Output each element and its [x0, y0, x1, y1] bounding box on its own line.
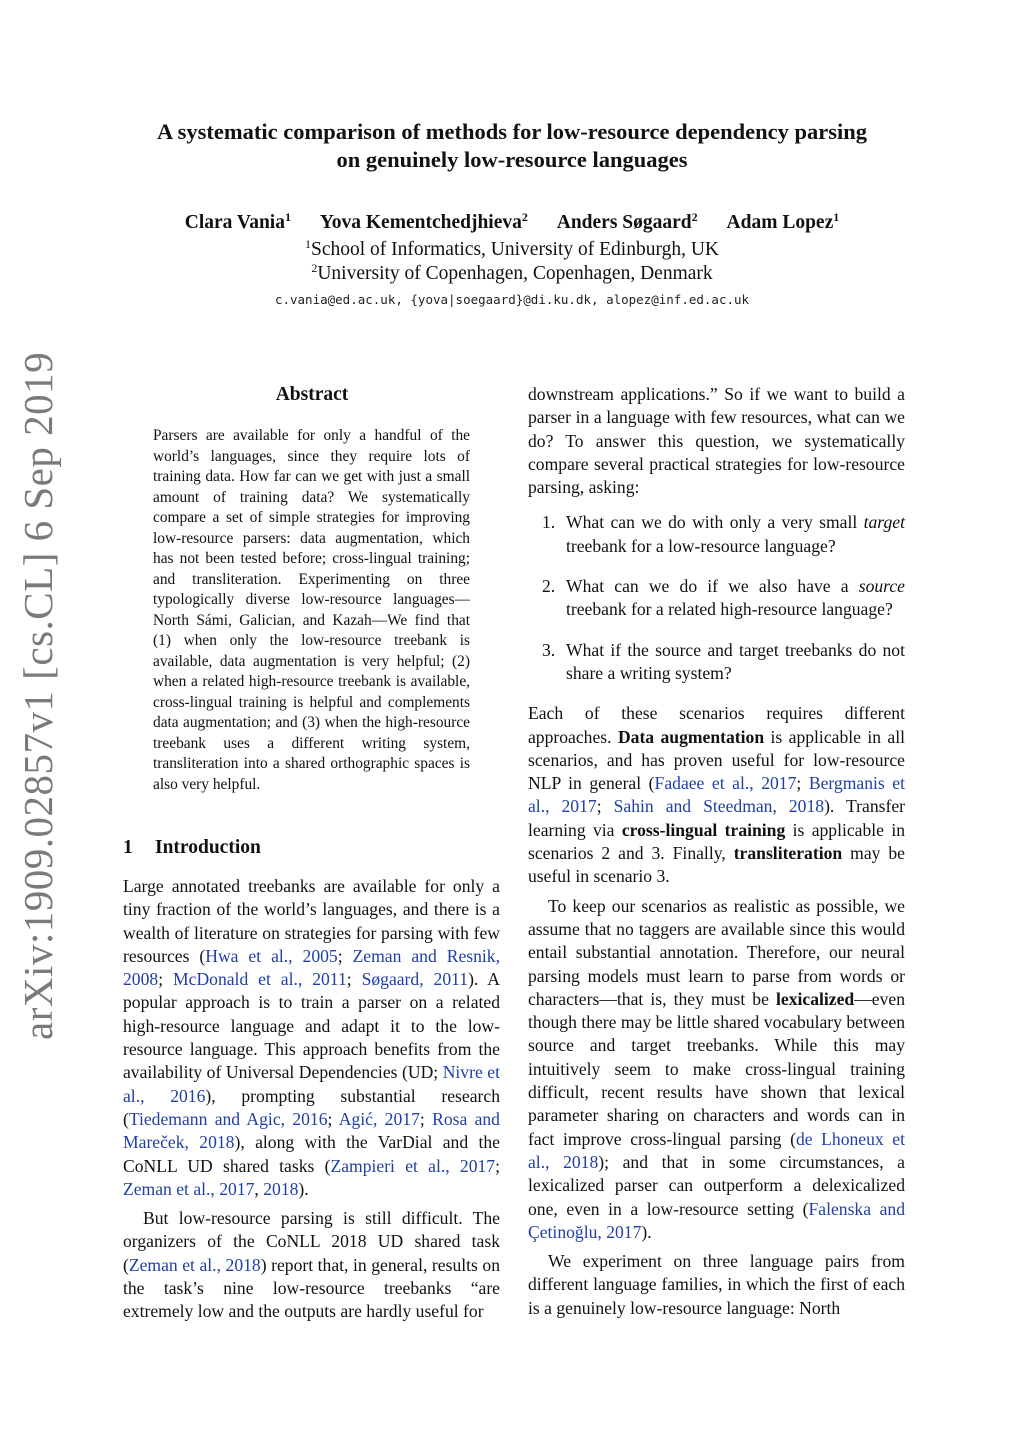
author-list	[0, 212, 1024, 234]
citation-link[interactable]: McDonald et al., 2011	[173, 969, 347, 990]
author: Yova Kementchedjhieva$^2$	[319, 210, 528, 233]
citation-link[interactable]: Sahin and Steedman, 2018	[613, 796, 825, 817]
abstract-heading: Abstract	[275, 384, 349, 405]
citation-link[interactable]: de Lhoneux et al., 2018	[528, 1128, 906, 1172]
list-item: 2. What can we do if we also have a source treebank for a related high-resource language?	[542, 576, 905, 620]
paragraph: Each of these scenarios requires different approaches. Data augmentation is applicable in all scenarios, and has proven useful for low-resource NLP in general (Fadaee et al., 2017; Bergmanis et al., 2017; Sahin and Steedman, 2018). Transfer learning via cross-lingual training is applicable in scenarios 2 and 3. Finally, transliteration may be useful in scenario 3.	[528, 703, 906, 887]
citation-link[interactable]: Falenska and Çetinoğlu, 2017	[528, 1198, 905, 1242]
citation-link[interactable]: Bergmanis et al., 2017	[528, 773, 905, 817]
author: Anders Søgaard$^2$	[556, 210, 698, 233]
paragraph: Large annotated treebanks are available for only a tiny fraction of the world’s languages, and there is a wealth of literature on strategies for parsing with few resources (Hwa et al., 2005; Zeman and Resnik, 2008; McDonald et al., 2011; Søgaard, 2011). A popular approach is to train a parser on a related high-resource language and adapt it to the low-resource language. This approach benefits from the availability of Universal Dependencies (UD; Nivre et al., 2016), prompting substantial research (Tiedemann and Agic, 2016; Agić, 2017; Rosa and Mareček, 2018), along with the VarDial and the CoNLL UD shared tasks (Zampieri et al., 2017; Zeman et al., 2017, 2018).	[123, 876, 500, 1199]
paragraph: To keep our scenarios as realistic as possible, we assume that no taggers are available since this would entail substantial annotation. Therefore, our neural parsing models must learn to parse from words or characters—that is, they must be lexicalized—even though there may be little shared vocabulary between source and target treebanks. While this may intuitively seem to make cross-lingual training difficult, recent results have shown that lexical parameter sharing on characters and words can in fact improve cross-lingual parsing (de Lhoneux et al., 2018); and that in some circumstances, a lexicalized parser can outperform a delexicalized one, even in a low-resource setting (Falenska and Çetinoğlu, 2017).	[528, 895, 906, 1242]
section-heading-introduction: 1 Introduction	[123, 837, 261, 858]
citation-link[interactable]: 2018	[263, 1178, 299, 1199]
citation-link[interactable]: Zeman et al., 2017	[123, 1178, 255, 1199]
right-column-text	[528, 383, 905, 1326]
citation-link[interactable]: Fadaee et al., 2017	[654, 773, 797, 794]
paragraph: We experiment on three language pairs from different language families, in which the first of each is a genuinely low-resource language: North	[528, 1251, 905, 1318]
citation-link[interactable]: Zeman et al., 2018	[128, 1254, 261, 1275]
arxiv-stamp: arXiv:1909.02857v1 [cs.CL] 6 Sep 2019	[15, 351, 61, 1040]
author-emails: c.vania@ed.ac.uk, {yova|soegaard}@di.ku.dk, alopez@inf.ed.ac.uk	[274, 292, 750, 307]
citation-link[interactable]: Agić, 2017	[338, 1108, 420, 1129]
citation-link[interactable]: Søgaard, 2011	[361, 969, 469, 990]
citation-link[interactable]: Zampieri et al., 2017	[330, 1155, 496, 1176]
citation-link[interactable]: Rosa and Mareček, 2018	[123, 1108, 500, 1153]
citation-link[interactable]: Hwa et al., 2005	[205, 945, 338, 966]
affiliation: $^2$University of Copenhagen, Copenhagen, Denmark	[311, 261, 713, 284]
paragraph: downstream applications.” So if we want to build a parser in a language with few resources, what can we do? To answer this question, we systematically compare several practical strategies for low-resource parsing, asking:	[528, 384, 905, 498]
citation-link[interactable]: Nivre et al., 2016	[123, 1062, 500, 1106]
affiliation: $^1$School of Informatics, University of Edinburgh, UK	[305, 237, 719, 260]
left-column-text	[123, 875, 500, 1330]
question-list	[528, 511, 905, 685]
title-line-1: A systematic comparison of methods for low-resource dependency parsing	[157, 119, 867, 144]
list-item: 1. What can we do with only a very small target treebank for a low-resource language?	[542, 512, 905, 556]
title-line-2: on genuinely low-resource languages	[336, 147, 688, 172]
list-item: 3. What if the source and target treebanks do not share a writing system?	[542, 639, 905, 683]
paragraph: But low-resource parsing is still difficult. The organizers of the CoNLL 2018 UD shared task (Zeman et al., 2018) report that, in general, results on the task’s nine low-resource treebanks “are extremely low and the outputs are hardly useful for	[123, 1208, 501, 1322]
paper-title	[0, 118, 1024, 174]
author: Adam Lopez$^1$	[726, 210, 840, 233]
citation-link[interactable]: Tiedemann and Agic, 2016	[128, 1108, 328, 1129]
citation-link[interactable]: Zeman and Resnik, 2008	[123, 945, 500, 990]
author: Clara Vania$^1$	[184, 210, 291, 233]
abstract-text: Parsers are available for only a handful of the world’s languages, since they require lots of training data. How far can we get with just a small amount of training data? We systematically compare a set of simple strategies for improving low-resource parsers: data augmentation, which has not been tested before; cross-lingual training; and transliteration. Experimenting on three typologically diverse low-resource languages—North Sámi, Galician, and Kazah—We find that (1) when only the low-resource treebank is available, data augmentation is very helpful; (2) when a related high-resource treebank is available, cross-lingual training is helpful and complements data augmentation; and (3) when the high-resource treebank uses a different writing system, transliteration into a shared orthographic spaces is also very helpful.	[153, 427, 470, 793]
